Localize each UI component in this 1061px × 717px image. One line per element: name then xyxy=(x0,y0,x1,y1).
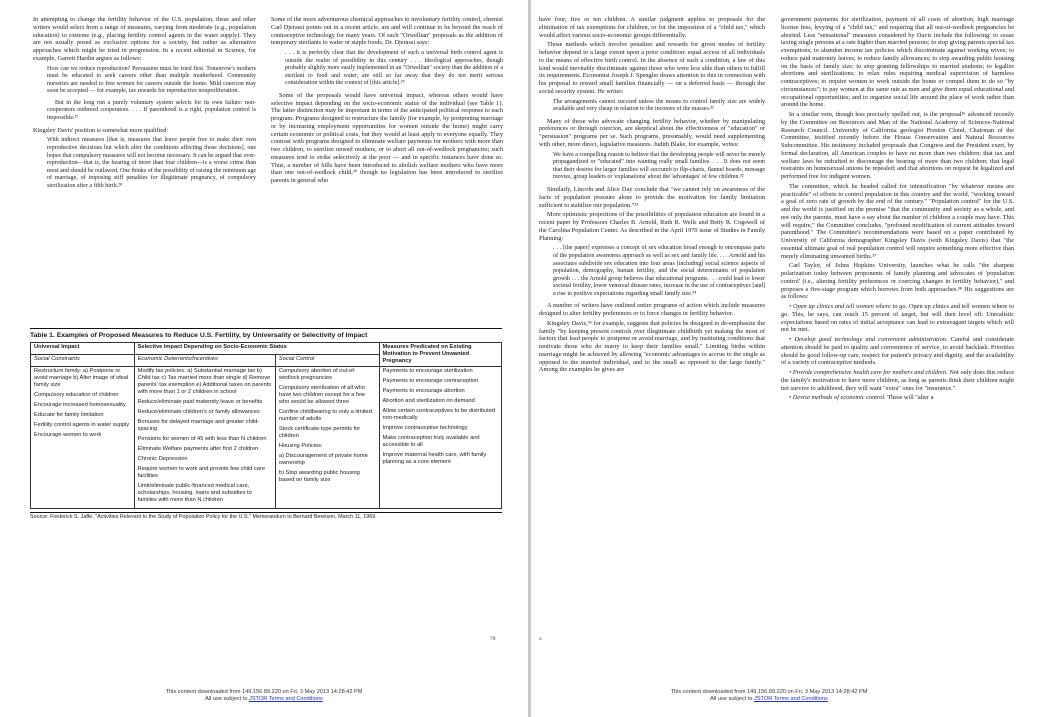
table-cell-entry: Encourage women to work xyxy=(34,432,102,438)
table-cell-entry: Payments to encourage abortion xyxy=(382,388,465,394)
paragraph: have four, five or ten children. A similar judgment applies to proposals for the elimination of tax exemptions for children, or for the imposition of a "child tax," which would affect various socio-economic groups differentially. xyxy=(539,16,765,39)
paragraph: More optimistic projections of the possibilities of population education are found in a recent paper by Professors Charles B. Arnold, Ruth R. Wells and Betty R. Cogswell of the Carolina Population Center. As described in the April 1970 issue of Studies in Family Planning: xyxy=(539,211,765,242)
cell-social-constraints xyxy=(31,367,135,509)
download-footer xyxy=(669,689,869,703)
left-page xyxy=(0,0,528,717)
footer-terms-line xyxy=(669,696,869,703)
table-cell-entry: Compulsory sterilization of all who have two children except for a few who would be allowed three xyxy=(278,385,365,405)
table-cell-entry: a) Discouragement of private home ownership xyxy=(278,453,368,466)
table-cell-entry: Require women to work and provide few child care facilities xyxy=(137,466,266,479)
block-quote: How can we reduce reproduction? Persuasion must be tried first. Tomorrow's mothers must be educated to seek careers other than multiple motherhood. Community nurseries are needed to free women for careers outside the home. Mild coercion may soon be accepted — for example, tax rewards for reproductive nonproliferation. xyxy=(47,65,256,95)
footer-terms-prefix: All use subject to xyxy=(710,696,755,703)
footer-terms-prefix: All use subject to xyxy=(205,696,250,703)
page-number: 78 xyxy=(490,636,496,642)
bullet-lead: • Devise methods of economic control. xyxy=(789,394,888,402)
footer-terms-line xyxy=(164,696,364,703)
left-page-column-1 xyxy=(33,16,256,195)
block-quote: . . . [the paper] expresses a concept of sex education broad enough to encompass parts of the population awareness approach as well as sex and family life. . . . Arnold and his associates subdivide sex education into four areas [including] social science aspects of population, demography, human fertility, and the social determinants of population growth . . . the Arnold group believes that educational programs . . . could lead to lower societal fertility, lower venereal disease rates, increase in the use of contraceptives [and] a rise in positive expectations regarding small family size.³⁴ xyxy=(553,245,765,297)
table-cell-entry: Compulsory abortion of out-of-wedlock pregnancies xyxy=(278,368,356,381)
download-footer xyxy=(164,689,364,703)
bullet-item: • Provide comprehensive health care for mothers and children. Not only does this reduce the family's motivation to have more children, as long as parents think their children might not survive to adulthood, they will want "extra" ones for "insurance." xyxy=(781,369,1014,392)
block-quote: But in the long run a purely voluntary system selects for its own failure: non-cooperators outbreed cooperators. . . . If parenthood is a right, population control is impossible.²⁷ xyxy=(47,99,256,122)
right-page xyxy=(531,0,1061,717)
footer-download-line: This content downloaded from 149.156.89.220 on Fri, 3 May 2013 14:28:42 PM xyxy=(670,689,868,695)
bullet-lead: • Develop good technology and convenient administration. xyxy=(789,336,951,343)
cell-social-control xyxy=(275,367,379,509)
table-cell-entry: Chronic Depression xyxy=(137,456,188,462)
cell-economic xyxy=(134,367,275,509)
table-cell-entry: Improve contraceptive technology xyxy=(382,425,468,431)
paragraph: In a similar vein, though less precisely spelled out, is the proposal³⁶ advanced recently by the Committee on Resources and Man of the National Academy of Sciences-National Research Council. University of California geologist Preston Cloud, Chairman of the Committee, testified recently before the House Conservation and Natural Resources Subcommittee. His testimony included proposals that Congress and the President exert, by formal declaration, all American couples to have no more than two children; that tax and welfare laws be redrafted to discourage the bearing of more than two children; that legal restraints on homosexual unions be repealed; and that abortions on request be legalized and performed free for indigent women. xyxy=(781,111,1014,180)
footer-download-line: This content downloaded from 149.156.89.220 on Fri, 3 May 2013 14:28:42 PM xyxy=(165,689,363,695)
table-cell-entry: Improve maternal health care, with family planning as a core element xyxy=(382,452,487,465)
table-cell-entry: Payments to encourage sterilization xyxy=(382,368,473,374)
block-quote: . . . it is perfectly clear that the development of such a universal birth control agent is outside the realm of possibility in this century . . . Ideological approaches, though probably slightly more easily implemented in an "Orwellian" society than the addition of a sterilant to food and water, are still so far away that they do not merit serious consideration within the context of [this article].²⁹ xyxy=(285,50,503,87)
table-cell-entry: Restructure family: a) Postpone or avoid marriage b) Alter image of ideal family size xyxy=(34,368,129,388)
left-page-column-2 xyxy=(271,16,503,187)
table-cell-entry: Compulsory education of children xyxy=(34,392,119,398)
block-quote: With indirect measures [that is, measures that leave people free to make their own reproductive decisions but which alter the conditions affecting those decisions], one hopes that compulsory measures will not become necessary. It can be argued that over-reproduction—that is, the bearing of more than four children—is a worse crime than most and should be outlawed. One thinks of the possibility of raising the minimum age of marriage, of imposing stiff penalties for illegitimate pregnancy, of compulsory sterilization after a fifth birth.²⁸ xyxy=(47,137,256,189)
header-social-constraints: Social Constraints xyxy=(31,355,135,367)
table-cell-entry: Eliminate Welfare payments after first 2 children xyxy=(137,446,259,452)
table-cell-entry: Educate for family limitation xyxy=(34,412,104,418)
table-cell-entry: Modify tax policies: a) Substantial marriage tax b) Child tax c) Tax married more than single d) Remove parents' tax exemption e) Additional taxes on parents with more than 1 or 2 children in school xyxy=(137,368,272,395)
table-cell-entry: Housing Policies: xyxy=(278,443,323,449)
paragraph: In attempting to change the fertility behavior of the U.S. population, these and other writers would select from a range of measures, varying from moderate (e.g., population education) to extreme (e.g., placing fertility control agents in the water supply). They are not usually posed as exclusive options for a society, but rather as alternative approaches which might be tried in progression. In a recent editorial in Science, for example, Garrett Hardin argues as follows: xyxy=(33,16,256,62)
header-measures: Measures Predicated on Existing Motivation to Prevent Unwanted Pregnancy xyxy=(379,343,501,367)
header-universal: Universal Impact xyxy=(31,343,135,355)
table-cell-entry: Reduce/eliminate paid maternity leave or benefits xyxy=(137,399,263,405)
table-cell-entry: Encourage increased homosexuality xyxy=(34,402,126,408)
paragraph: Similarly, Lincoln and Alice Day conclude that "we cannot rely on awareness of the facts of population pressure alone to provide the motivation for family limitation sufficient to stabilize our population."³³ xyxy=(539,186,765,209)
paragraph: Kingsley Davis' position is somewhat more qualified: xyxy=(33,126,169,134)
table-cell-entry: Confine childbearing to only a limited number of adults xyxy=(278,409,372,422)
paragraph: A number of writers have outlined entire programs of action which include measures designed to alter fertility preferences or to force changes in fertility behavior. xyxy=(539,302,765,318)
cell-measures xyxy=(379,367,501,509)
bullet-item: • Develop good technology and convenient administration. Careful and considerate attention should be paid to quality and convenience of service, to avoid backlash. Priorities should be good follow-up care, respect for patient's privacy and dignity, and the availability of a variety of contraceptive methods. xyxy=(781,336,1014,367)
paragraph: Carl Taylor, of Johns Hopkins University, launches what he calls "the sharpest polarization today between proponents of family planning and advocates of 'population control' (i.e., altering fertility preferences or coercing changes in fertility behavior)," and proposes a five-stage program which borrows from both approaches.³⁸ His suggestions are as follows: xyxy=(781,262,1014,301)
proposals-table xyxy=(30,342,502,509)
table-cell-entry: Abortion and sterilization on demand xyxy=(382,398,475,404)
table-title: Table 1. Examples of Proposed Measures to Reduce U.S. Fertility, by Universality or Selectivity of Impact xyxy=(30,328,502,340)
table-cell-entry: Payments to encourage contraception xyxy=(382,378,479,384)
table-source: Source: Frederick S. Jaffe, "Activities Relevant to the Study of Population Policy for the U.S." Memorandum to Bernard Berelson, March 11, 1969. xyxy=(30,512,502,521)
header-selective: Selective Impact Depending on Socio-Economic Status xyxy=(134,343,379,355)
jstor-terms-link[interactable]: JSTOR Terms and Conditions xyxy=(754,696,828,703)
table-cell-entry: b) Stop awarding public housing based on family size xyxy=(278,470,360,483)
table-cell-entry: Allow certain contraceptives to be distributed non-medically xyxy=(382,408,496,421)
header-economic: Economic Deterrents/Incentives xyxy=(134,355,275,367)
page-number: x xyxy=(539,636,542,642)
paragraph: The committee, which he headed called for intensification "by whatever means are practicable" of efforts to control population in this country and the world, "working toward a goal of zero rate of growth by the end of the century." "Population control" for the U.S. and the world is justified on the premise "that the community and society as a whole, and not only the parents, must have a say about the number of children a couple may have. This will require," the Committee concludes, "profound modification of current attitudes toward parenthood." The Committee's recommendations were based on a paper contributed by University of California demographer Kingsley Davis (with Kingsley Davis) that "the essential ultimate goal of real population control will require something more effective than merely eliminating unwanted births.³⁷ xyxy=(781,182,1014,260)
block-quote: We have a compelling reason to believe that the developing people will never be merely propagandized or "educated" into wanting really small families. . . . It does not seem that their desires for larger families will succumb to flip-charts, flannel boards, message movies, group leaders or 'explanations' about the 'advantages' of few children.³² xyxy=(553,151,765,181)
paragraph: Many of those who advocate changing fertility behavior, whether by manipulating preferences or through coercion, are skeptical about the effectiveness of "education" or "persuasion" programs per se. Such programs, presumably, would need supplementing with other, more direct, legislative measures. Judith Blake, for example, writes: xyxy=(539,117,765,148)
table-cell-entry: Fertility control agents in water supply xyxy=(34,422,130,428)
table-cell-entry: Reduce/eliminate children's or family allowances xyxy=(137,409,260,415)
table-cell-entry: Stock certificate-type permits for children xyxy=(278,426,361,439)
table-1 xyxy=(30,328,502,628)
table-cell-entry: Pensions for women of 45 with less than N children xyxy=(137,436,267,442)
jstor-terms-link[interactable]: JSTOR Terms and Conditions xyxy=(249,696,323,703)
table-cell-entry: Bonuses for delayed marriage and greater child-spacing xyxy=(137,419,260,432)
table-cell-entry: Limit/eliminate public-financed medical care, scholarships, housing, loans and subsidies to families with more than N children xyxy=(137,483,252,503)
table-cell-entry: Make contraception truly available and accessible to all xyxy=(382,435,480,448)
bullet-item: • Devise methods of economic control. These will "alter a xyxy=(789,394,934,402)
header-social-control: Social Control xyxy=(275,355,379,367)
block-quote: The arrangements cannot succeed unless the means to control family size are widely available and very cheap in relation to the incomes of the masses.³¹ xyxy=(553,98,765,113)
right-page-column-2 xyxy=(781,16,1014,404)
paragraph: Kingsley Davis,³⁵ for example, suggests that policies be designed to de-emphasize the family "by keeping present controls over illegitimate childbirth yet making the most of factors that lead people to postpone or avoid marriage, and by instituting conditions that motivate those who do marry to keep their families small." Limiting births within marriage might be achieved by allowing "economic advantages to accrue to the single as opposed to the married individual, and to the small as opposed to the large family." Among the examples he gives are xyxy=(539,319,765,374)
paragraph: Some of the proposals would have universal impact, whereas others would have selective impact depending on the socio-economic status of the individual (see Table 1). The latter distinction may be important in terms of the anticipated political response to each program. Programs designed to restructure the family (for example, by postponing marriage or by increasing employment opportunities for women outside the home) might carry certain economic or political costs, but they would at least apply to everyone equally. They contrast with programs designed to eliminate welfare payments for mothers with more than two children, to sterilize unwed mothers, or to abort all out-of-wedlock pregnancies; such measures tend to strike selectively at the poor — and in specific instances have done so. Thus, a number of bills have been introduced to abolish welfare mothers who have more than one out-of-wedlock child,³⁰ though no legislation has been introduced to sterilize parents in general who xyxy=(271,91,503,185)
right-page-column-1 xyxy=(539,16,765,376)
paragraph: Some of the more adventurous chemical approaches to involuntary fertility control, chemist Carl Djerassi points out in a recent article, are and will continue to be beyond the reach of contraceptive technology for many years. Of such "Orwellian" proposals as the addition of temporary sterilants to water or staple foods, Dr. Djerassi says: xyxy=(271,16,503,47)
bullet-item: • Open up clinics and tell women where to go. Open up clinics and tell women where to go. This, he says, can reach 15 percent of target, but will then level off. Unrealistic expectations based on rates of initial acceptance can lead to extravagant targets which will not be met. xyxy=(781,303,1014,334)
paragraph: government payments for sterilization, payment of all costs of abortion, high marriage license fees, levying of a "child tax," and requiring that all out-of-wedlock pregnancies be aborted. Less "sensational" measures considered by Davis include the following: to cease taxing single persons at a rate higher than married persons; to stop giving parents special tax exemptions; to abandon income tax policies which discriminate against working wives; to reduce paid maternity leaves; to reduce family allowances; to stop awarding public housing on the basis of family size; to stop granting fellowships to married students; to legalize abortions and sterilizations; to relax rules requiring medical supervision of harmless contraceptives; to require women to work outside the home or compel them to do so "by circumstances"; to pay women at the same rate as men and give them equal educational and occupational opportunities; and to organize social life around the place of work rather than around the home. xyxy=(781,16,1014,109)
bullet-lead: • Provide comprehensive health care for mothers and children. xyxy=(789,369,950,376)
paragraph: Those methods which involve penalties and rewards for given modes of fertility behavior depend to a large extent upon a prior condition: equal access of all individuals to the means of effective birth control. In the absence of such a condition, a law of this kind would inevitably discriminate against those who were less able than others to fulfill its requirements. Economist Joseph J. Spengler draws attention to this in connection with his proposal to reward small families financially — on a deferred basis — through the social security system. He writes: xyxy=(539,41,765,95)
bullet-lead: • Open up clinics and tell women where to go. xyxy=(789,303,909,310)
